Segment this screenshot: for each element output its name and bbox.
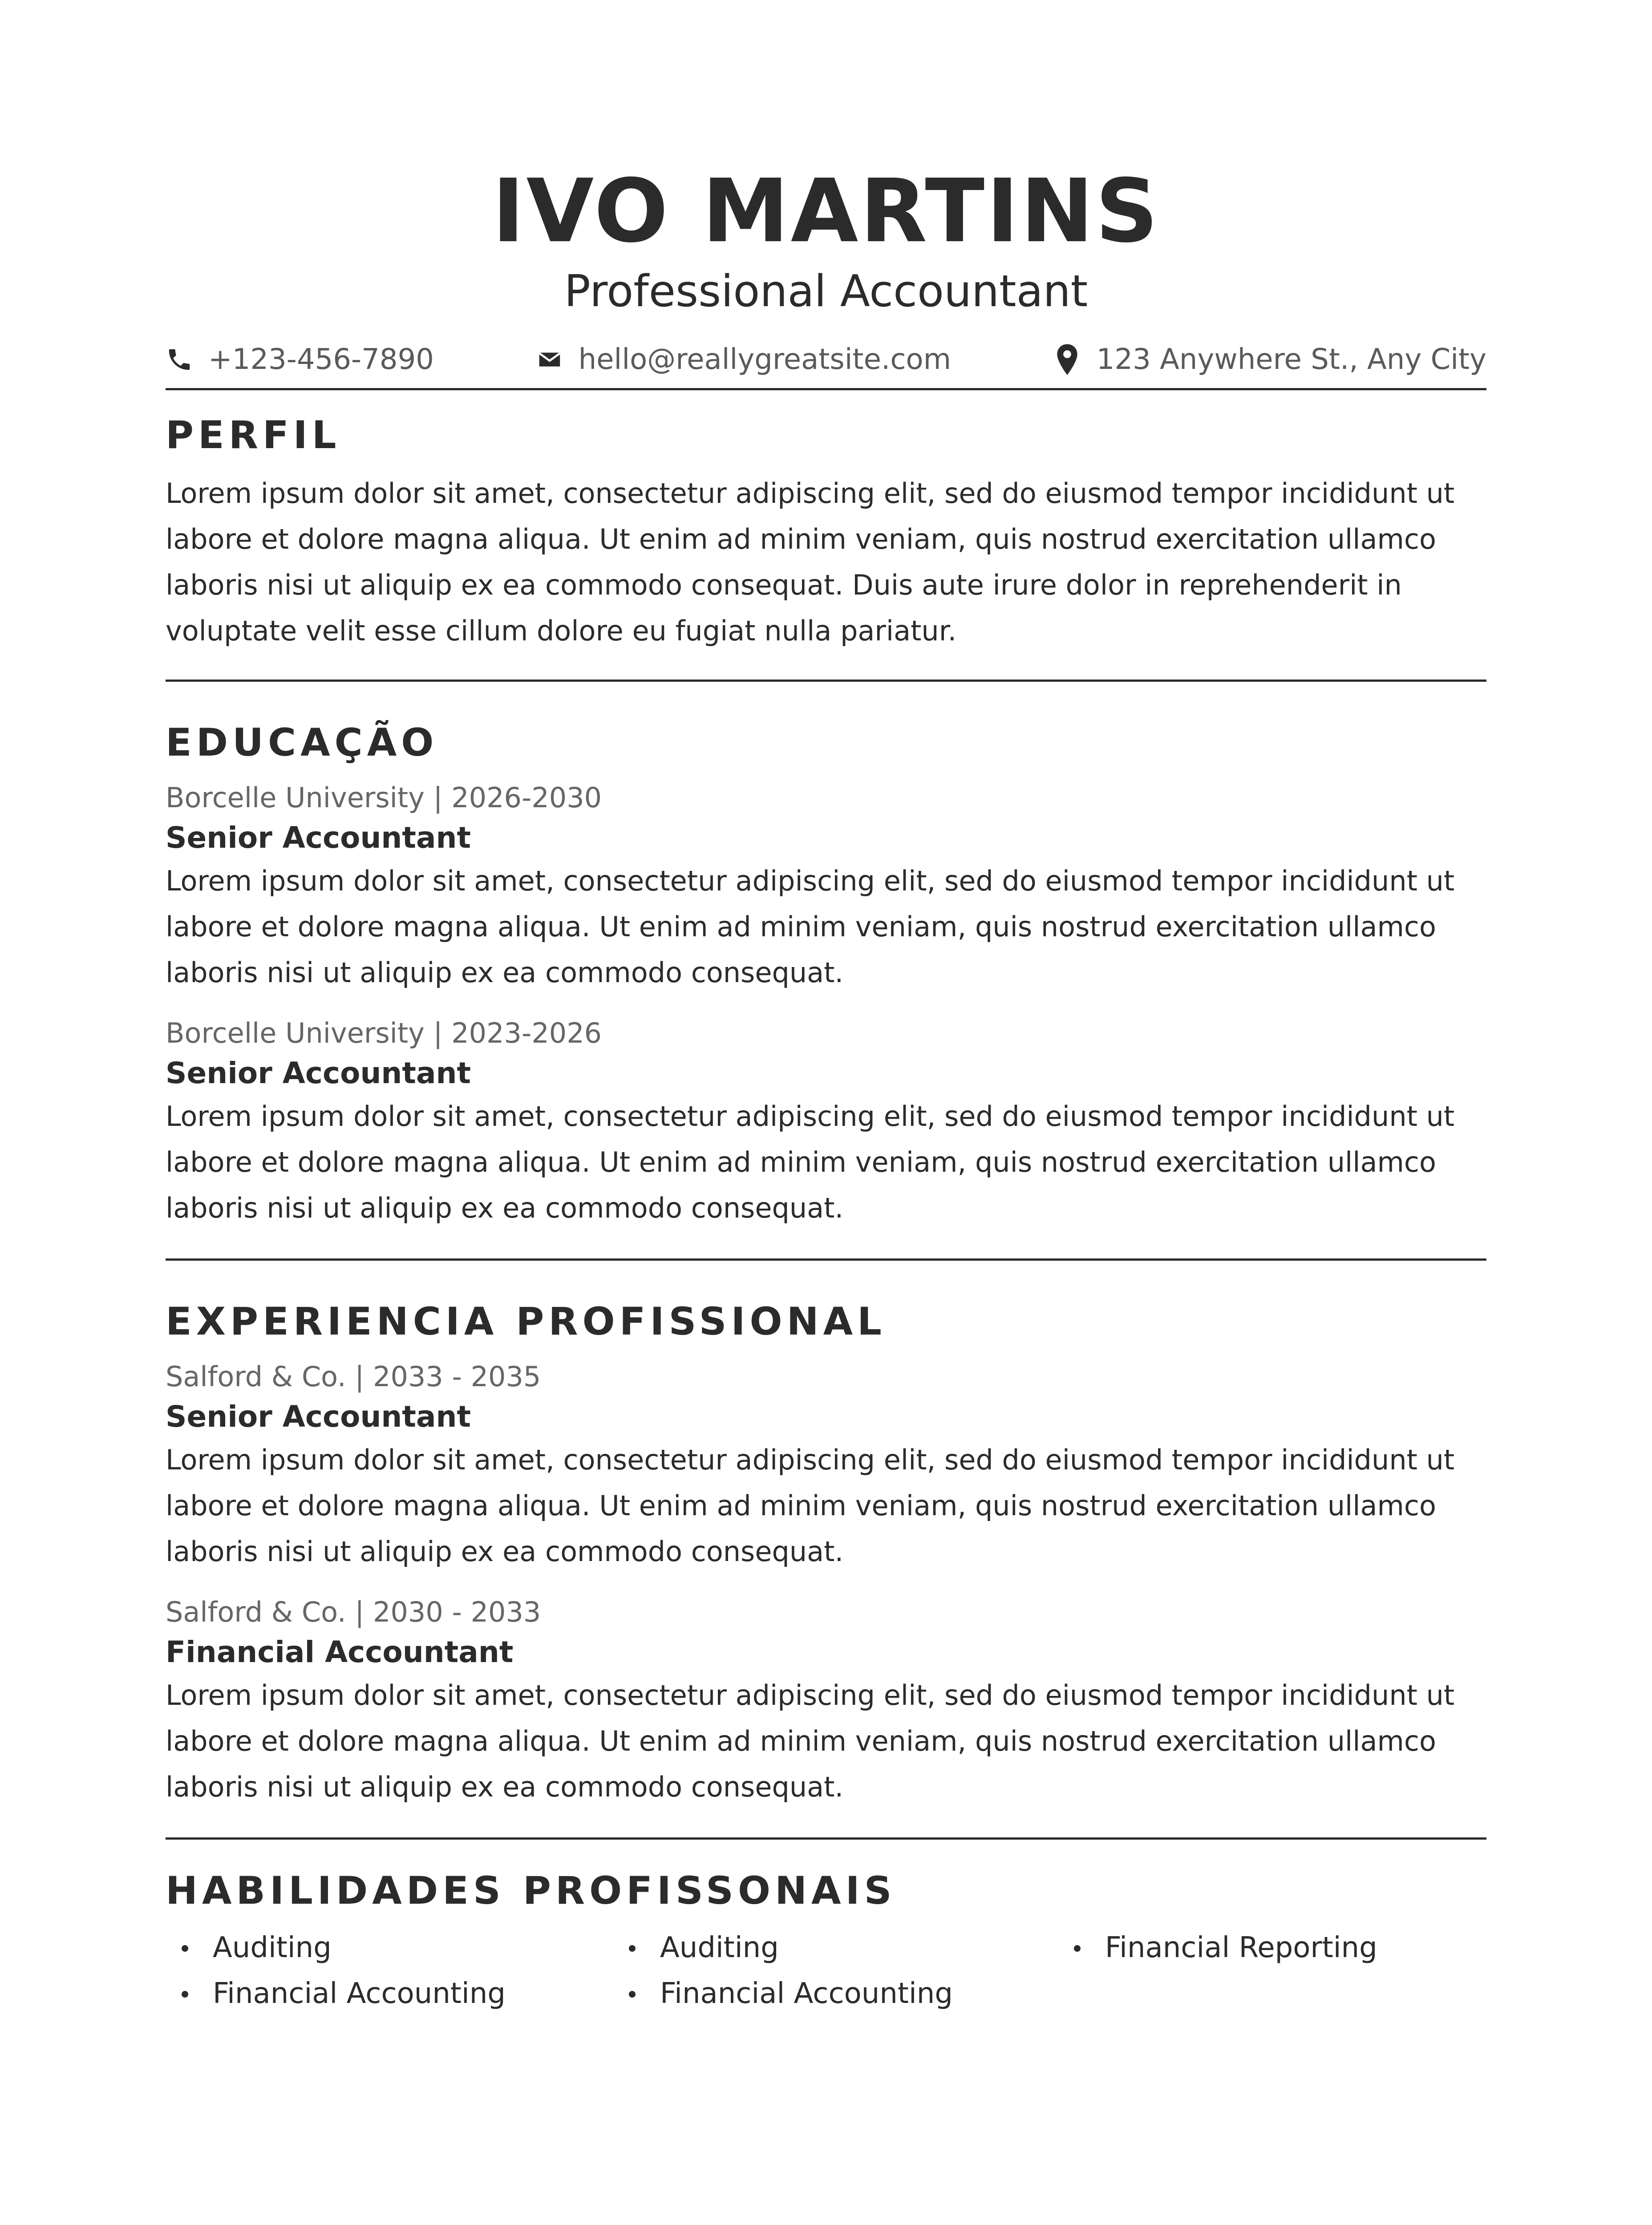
skills-heading: HABILIDADES PROFISSONAIS xyxy=(166,1869,896,1913)
entry-role: Senior Accountant xyxy=(166,821,471,855)
profile-heading: PERFIL xyxy=(166,413,341,457)
phone-text: +123-456-7890 xyxy=(208,343,434,376)
contact-address xyxy=(1053,343,1486,376)
education-entry xyxy=(166,1013,1486,1231)
skill-item: Auditing xyxy=(613,1925,1058,1971)
mail-icon xyxy=(536,346,563,373)
entry-meta: Borcelle University | 2023-2026 xyxy=(166,1017,602,1049)
entry-description: Lorem ipsum dolor sit amet, consectetur adipiscing elit, sed do eiusmod tempor incididunt ut labore et dolore magna aliqua. Ut enim ad minim veniam, quis nostrud exercitation ullamco laboris nisi ut aliquip ex ea commodo consequat. xyxy=(166,1679,1455,1803)
resume-page xyxy=(166,160,1486,2017)
email-text: hello@reallygreatsite.com xyxy=(578,343,952,376)
contact-email xyxy=(536,343,951,376)
contact-row xyxy=(166,342,1486,377)
entry-meta: Salford & Co. | 2033 - 2035 xyxy=(166,1360,541,1393)
experience-entry xyxy=(166,1592,1486,1810)
skills-column xyxy=(1058,1925,1486,2017)
entry-description: Lorem ipsum dolor sit amet, consectetur adipiscing elit, sed do eiusmod tempor incididunt ut labore et dolore magna aliqua. Ut enim ad minim veniam, quis nostrud exercitation ullamco laboris nisi ut aliquip ex ea commodo consequat. xyxy=(166,1444,1455,1568)
education-section xyxy=(166,682,1486,1258)
education-heading: EDUCAÇÃO xyxy=(166,720,438,765)
address-text: 123 Anywhere St., Any City xyxy=(1096,343,1486,376)
skill-item: Financial Reporting xyxy=(1058,1925,1486,1971)
entry-description: Lorem ipsum dolor sit amet, consectetur adipiscing elit, sed do eiusmod tempor incididunt ut labore et dolore magna aliqua. Ut enim ad minim veniam, quis nostrud exercitation ullamco laboris nisi ut aliquip ex ea commodo consequat. xyxy=(166,865,1455,989)
profile-section xyxy=(166,390,1486,680)
skills-list xyxy=(166,1925,1486,2017)
candidate-title: Professional Accountant xyxy=(564,266,1088,317)
skills-section xyxy=(166,1840,1486,2017)
entry-role: Senior Accountant xyxy=(166,1400,471,1434)
experience-section xyxy=(166,1261,1486,1837)
profile-text: Lorem ipsum dolor sit amet, consectetur adipiscing elit, sed do eiusmod tempor incididunt ut labore et dolore magna aliqua. Ut enim ad minim veniam, quis nostrud exercitation ullamco laboris nisi ut aliquip ex ea commodo consequat. Duis aute irure dolor in reprehenderit in voluptate velit esse cillum dolore eu fugiat nulla pariatur. xyxy=(166,477,1455,647)
skill-item: Auditing xyxy=(166,1925,613,1971)
contact-phone xyxy=(166,343,434,376)
entry-role: Financial Accountant xyxy=(166,1635,514,1669)
experience-heading: EXPERIENCIA PROFISSIONAL xyxy=(166,1299,886,1344)
education-entry xyxy=(166,778,1486,995)
entry-role: Senior Accountant xyxy=(166,1056,471,1090)
entry-meta: Borcelle University | 2026-2030 xyxy=(166,781,602,814)
skill-item: Financial Accounting xyxy=(166,1971,613,2017)
skills-column xyxy=(613,1925,1058,2017)
entry-meta: Salford & Co. | 2030 - 2033 xyxy=(166,1596,541,1628)
phone-icon xyxy=(166,346,193,373)
candidate-name: IVO MARTINS xyxy=(492,161,1160,262)
experience-entry xyxy=(166,1357,1486,1574)
location-pin-icon xyxy=(1053,343,1081,376)
skill-item: Financial Accounting xyxy=(613,1971,1058,2017)
entry-description: Lorem ipsum dolor sit amet, consectetur adipiscing elit, sed do eiusmod tempor incididunt ut labore et dolore magna aliqua. Ut enim ad minim veniam, quis nostrud exercitation ullamco laboris nisi ut aliquip ex ea commodo consequat. xyxy=(166,1100,1455,1224)
skills-column xyxy=(166,1925,613,2017)
